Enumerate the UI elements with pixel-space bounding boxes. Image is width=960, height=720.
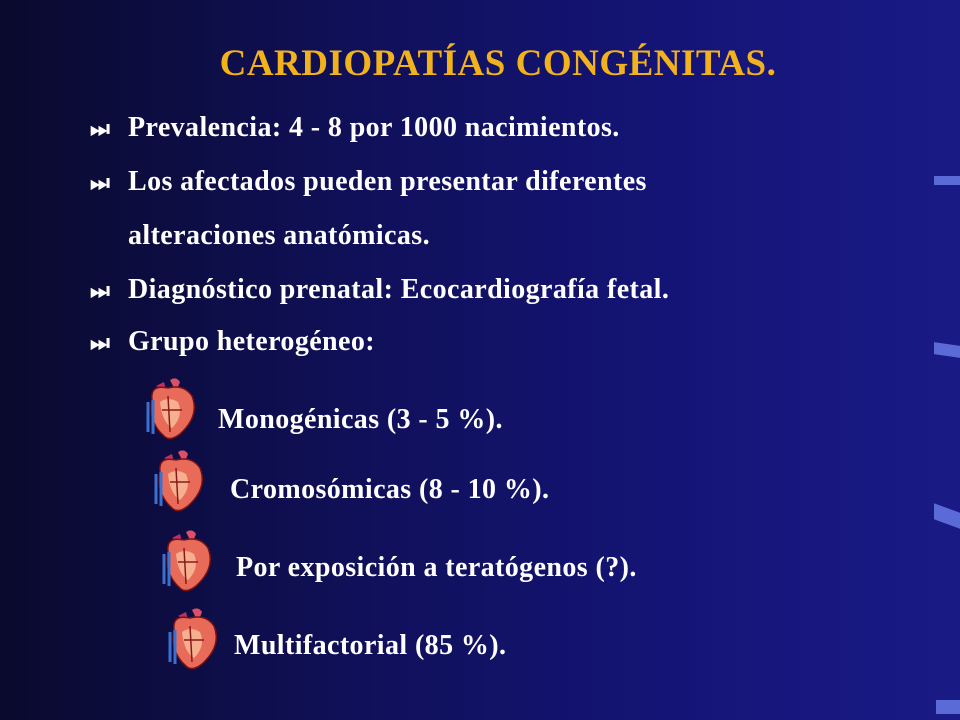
subitem-multifactorial: Multifactorial (85 %). — [234, 630, 507, 661]
subitem-cromosomicas: Cromosómicas (8 - 10 %). — [230, 474, 550, 505]
decorative-mark — [936, 700, 960, 714]
heart-icon — [160, 528, 216, 594]
bullet-text: Prevalencia: 4 - 8 por 1000 nacimientos. — [128, 112, 620, 143]
bullet-diagnostico — [90, 274, 669, 306]
bullet-text: Grupo heterogéneo: — [128, 326, 375, 357]
slide-title: CARDIOPATÍAS CONGÉNITAS. — [219, 43, 777, 84]
subitem-monogenicas: Monogénicas (3 - 5 %). — [218, 404, 503, 435]
bullet-icon: ⏭ — [90, 116, 111, 141]
bullet-grupo — [90, 326, 375, 358]
decorative-mark — [934, 503, 960, 528]
heart-icon — [144, 376, 200, 442]
bullet-icon: ⏭ — [90, 278, 111, 303]
bullet-text: Diagnóstico prenatal: Ecocardiografía fetal. — [128, 274, 670, 305]
bullet-afectados — [90, 166, 647, 198]
bullet-text: Los afectados pueden presentar diferentes — [128, 166, 647, 197]
bullet-icon: ⏭ — [90, 330, 111, 355]
decorative-mark — [934, 176, 960, 185]
bullet-icon: ⏭ — [90, 170, 111, 195]
subitem-teratogenos: Por exposición a teratógenos (?). — [236, 552, 637, 583]
decorative-mark — [934, 342, 960, 358]
bullet-continuation: alteraciones anatómicas. — [128, 220, 430, 251]
heart-icon — [152, 448, 208, 514]
heart-icon — [166, 606, 222, 672]
bullet-prevalencia — [90, 112, 620, 144]
